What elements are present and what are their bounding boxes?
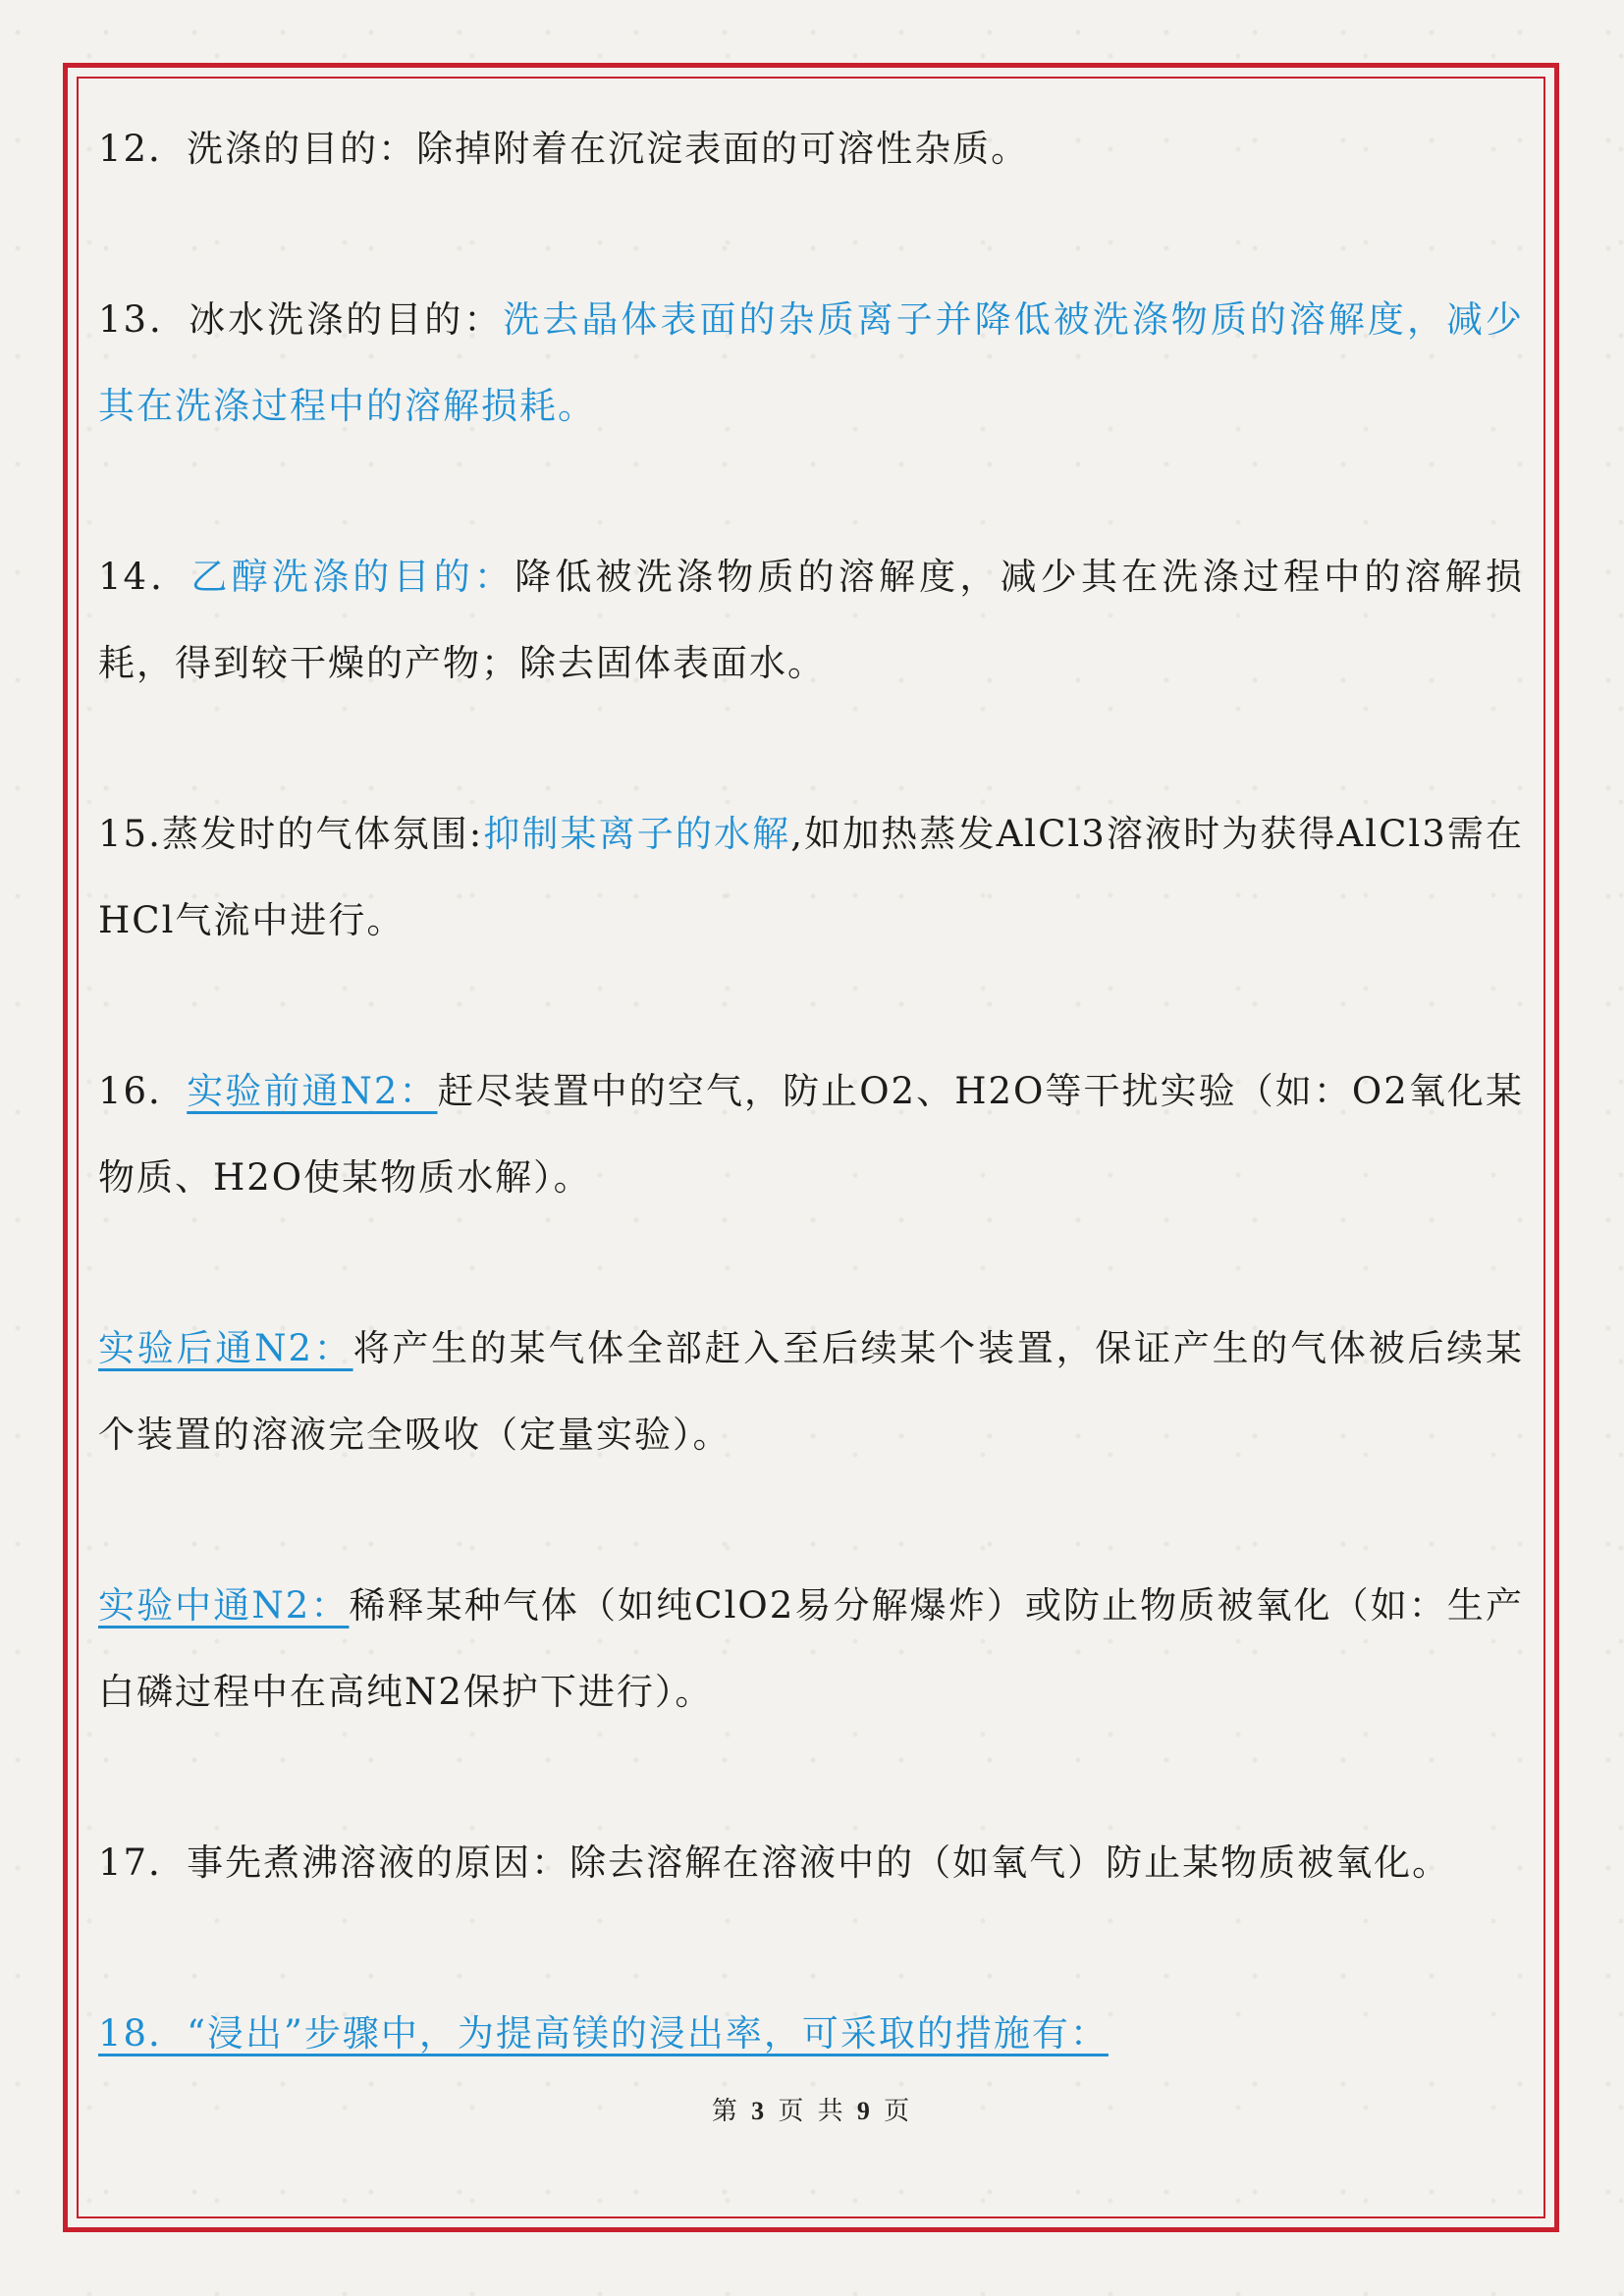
footer-prefix: 第	[711, 2097, 740, 2126]
item-text: 除去溶解在溶液中的（如氧气）防止某物质被氧化。	[569, 1842, 1451, 1884]
item-label: 洗涤的目的：	[187, 128, 417, 170]
footer-suffix: 页	[884, 2097, 913, 2126]
item-number: 14．	[98, 556, 191, 598]
item-number: 12．	[98, 128, 188, 170]
item-label: 实验后通N2：	[98, 1327, 353, 1369]
item-number: 13．	[98, 298, 189, 341]
item-highlight: 抑制某离子的水解	[483, 813, 791, 855]
page-footer	[0, 2091, 1624, 2127]
item-16-after	[98, 1306, 1524, 1478]
item-number: 17．	[98, 1842, 188, 1884]
item-text: 降低被洗涤物质的溶解度，减少其在洗涤过程中的溶解损耗，得到较干燥的产物；除去固体表面水。	[98, 556, 1524, 684]
item-text: 将产生的某气体全部赶入至后续某个装置，保证产生的气体被后续某个装置的溶液完全吸收（定量实验）。	[98, 1327, 1524, 1456]
footer-mid: 页 共	[778, 2097, 846, 2126]
item-16-during	[98, 1563, 1524, 1735]
document-body	[98, 106, 1524, 2077]
item-18	[98, 1991, 1524, 2077]
item-label: 18．“浸出”步骤中，为提高镁的浸出率，可采取的措施有：	[98, 2012, 1109, 2055]
footer-page-number: 3	[751, 2097, 768, 2125]
item-label: 乙醇洗涤的目的：	[190, 556, 515, 598]
item-label: 实验前通N2：	[187, 1070, 438, 1112]
item-label: 冰水洗涤的目的：	[189, 298, 504, 341]
footer-total-pages: 9	[856, 2097, 873, 2125]
item-text: 赶尽装置中的空气，防止O2、H2O等干扰实验（如：O2氧化某物质、H2O使某物质水解）。	[98, 1070, 1524, 1199]
item-number: 15.	[98, 813, 162, 855]
item-highlight: 洗去晶体表面的杂质离子并降低被洗涤物质的溶解度，减少其在洗涤过程中的溶解损耗。	[98, 298, 1525, 427]
item-number: 16．	[98, 1070, 188, 1112]
item-text: 除掉附着在沉淀表面的可溶性杂质。	[416, 128, 1030, 170]
item-label: 事先煮沸溶液的原因：	[187, 1842, 570, 1884]
item-15	[98, 791, 1524, 964]
item-14	[98, 534, 1524, 707]
item-label: 实验中通N2：	[98, 1584, 350, 1627]
item-label: 蒸发时的气体氛围:	[161, 813, 484, 855]
item-12	[98, 106, 1524, 192]
item-text: ,如加热蒸发AlCl3溶液时为获得AlCl3需在HCl气流中进行。	[98, 813, 1524, 941]
item-text: 稀释某种气体（如纯ClO2易分解爆炸）或防止物质被氧化（如：生产白磷过程中在高纯N2保护下进行）。	[98, 1584, 1524, 1713]
item-13	[98, 277, 1524, 450]
item-16	[98, 1048, 1524, 1221]
item-17	[98, 1820, 1524, 1906]
